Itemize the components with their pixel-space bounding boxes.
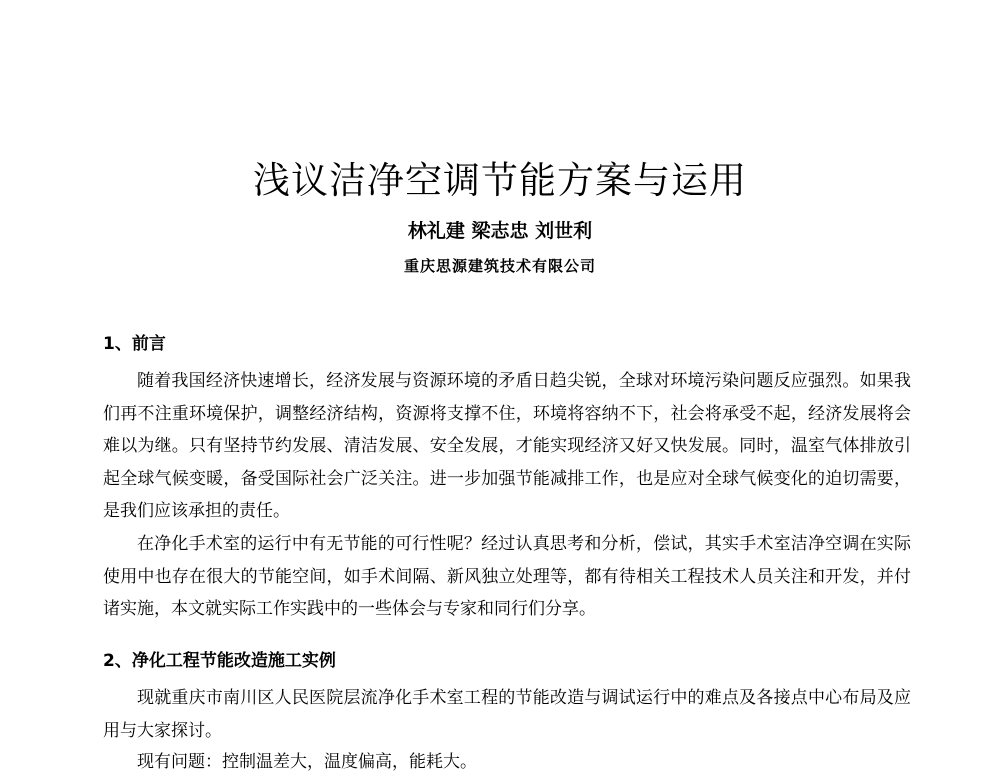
preface-paragraph-2: 在净化手术室的运行中有无节能的可行性呢？经过认真思考和分析，偿试，其实手术室洁净空调在实际使用中也存在很大的节能空间，如手术间隔、新风独立处理等，都有待相关工程技术人员关注和开发，并付诸实施，本文就实际工作实践中的一些体会与专家和同行们分享。 — [103, 534, 911, 619]
article-title: 浅议洁净空调节能方案与运用 — [253, 159, 747, 202]
case-study-paragraph-1: 现就重庆市南川区人民医院层流净化手术室工程的节能改造与调试运行中的难点及各接点中心布局及应用与大家探讨。 — [103, 688, 911, 741]
section-heading-preface: 1、前言 — [103, 334, 166, 354]
section-heading-case-study: 2、净化工程节能改造施工实例 — [103, 651, 336, 671]
preface-paragraph-1: 随着我国经济快速增长，经济发展与资源环境的矛盾日趋尖锐，全球对环境污染问题反应强烈。如果我们再不注重环境保护，调整经济结构，资源将支撑不住，环境将容纳不下，社会将承受不起，经济发展将会难以为继。只有坚持节约发展、清洁发展、安全发展，才能实现经济又好又快发展。同时，温室气体排放引起全球气候变暖，备受国际社会广泛关注。进一步加强节能减排工作，也是应对全球气候变化的迫切需要，是我们应该承担的责任。 — [103, 371, 911, 521]
case-study-paragraph-2: 现有问题：控制温差大，温度偏高，能耗大。 — [137, 752, 477, 772]
author-affiliation: 重庆思源建筑技术有限公司 — [403, 257, 596, 275]
author-list: 林礼建 梁志忠 刘世利 — [407, 220, 593, 242]
